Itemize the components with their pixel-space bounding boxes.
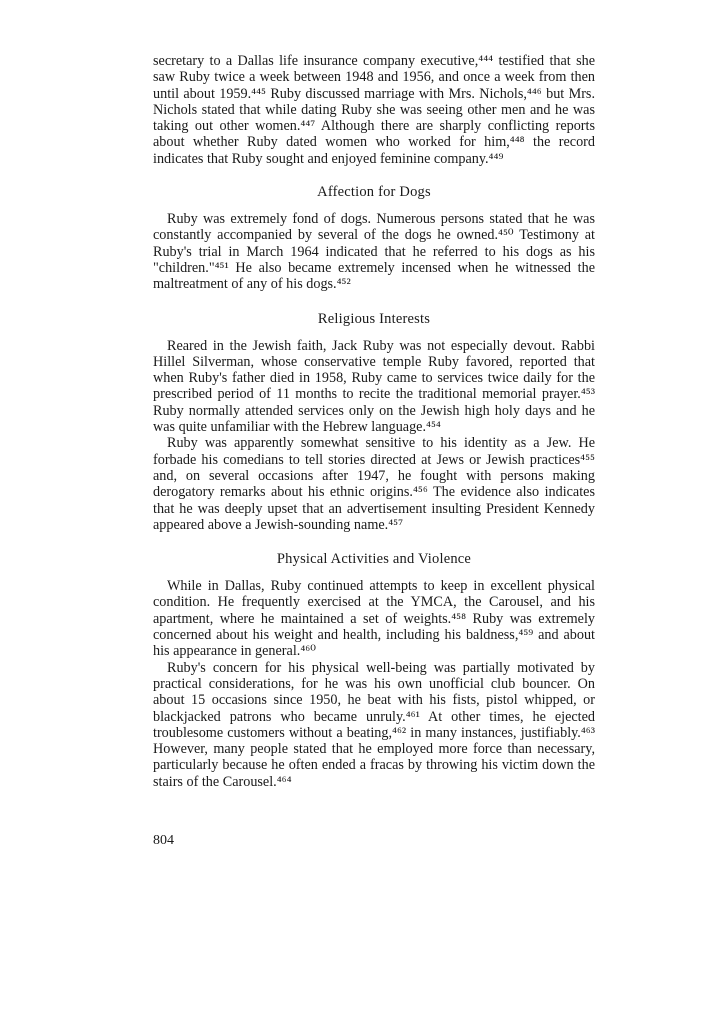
page-body xyxy=(153,53,595,790)
section-religious-interests xyxy=(153,311,595,534)
paragraph: Ruby was extremely fond of dogs. Numerous persons stated that he was constantly accompanied by several of the dogs he owned.⁴⁵⁰ Testimony at Ruby's trial in March 1964 indicated that he referred to his dogs as his "children."⁴⁵¹ He also became extremely incensed when he witnessed the maltreatment of any of his dogs.⁴⁵² xyxy=(153,211,595,293)
paragraph: While in Dallas, Ruby continued attempts to keep in excellent physical condition. He frequently exercised at the YMCA, the Carousel, and his apartment, where he maintained a set of weights.⁴⁵⁸ Ruby was extremely concerned about his weight and health, including his baldness,⁴⁵⁹ and about his appearance in general.⁴⁶⁰ xyxy=(153,578,595,660)
paragraph: Reared in the Jewish faith, Jack Ruby was not especially devout. Rabbi Hillel Silverman, whose conservative temple Ruby favored, reported that when Ruby's father died in 1958, Ruby came to services twice daily for the prescribed period of 11 months to recite the traditional memorial prayer.⁴⁵³ Ruby normally attended services only on the Jewish high holy days and he was quite unfamiliar with the Hebrew language.⁴⁵⁴ xyxy=(153,337,595,436)
section-physical-activities xyxy=(153,551,595,790)
section-affection-for-dogs xyxy=(153,184,595,292)
section-heading: Religious Interests xyxy=(317,310,431,327)
paragraph: Ruby was apparently somewhat sensitive to his identity as a Jew. He forbade his comedians to tell stories directed at Jews or Jewish practices⁴⁵⁵ and, on several occasions after 1947, he fought with persons making derogatory remarks about his ethnic origins.⁴⁵⁶ The evidence also indicates that he was deeply upset that an advertisement insulting President Kennedy appeared above a Jewish-sounding name.⁴⁵⁷ xyxy=(153,435,595,533)
section-continuation xyxy=(153,53,595,167)
paragraph: Ruby's concern for his physical well-being was partially motivated by practical considerations, for he was his own unofficial club bouncer. On about 15 occasions since 1950, he beat with his fists, pistol whipped, or blackjacked patrons who became unruly.⁴⁶¹ At other times, he ejected troublesome customers without a beating,⁴⁶² in many instances, justifiably.⁴⁶³ However, many people stated that he employed more force than necessary, particularly because he often ended a fracas by throwing his victim down the stairs of the Carousel.⁴⁶⁴ xyxy=(153,659,595,790)
page-number: 804 xyxy=(153,833,174,848)
section-heading: Affection for Dogs xyxy=(317,184,431,201)
paragraph: secretary to a Dallas life insurance company executive,⁴⁴⁴ testified that she saw Ruby twice a week between 1948 and 1956, and once a week from then until about 1959.⁴⁴⁵ Ruby discussed marriage with Mrs. Nichols,⁴⁴⁶ but Mrs. Nichols stated that while dating Ruby she was seeing other men and he was taking out other women.⁴⁴⁷ Although there are sharply conflicting reports about whether Ruby dated women who worked for him,⁴⁴⁸ the record indicates that Ruby sought and enjoyed feminine company.⁴⁴⁹ xyxy=(153,53,595,167)
section-heading: Physical Activities and Violence xyxy=(276,551,472,568)
